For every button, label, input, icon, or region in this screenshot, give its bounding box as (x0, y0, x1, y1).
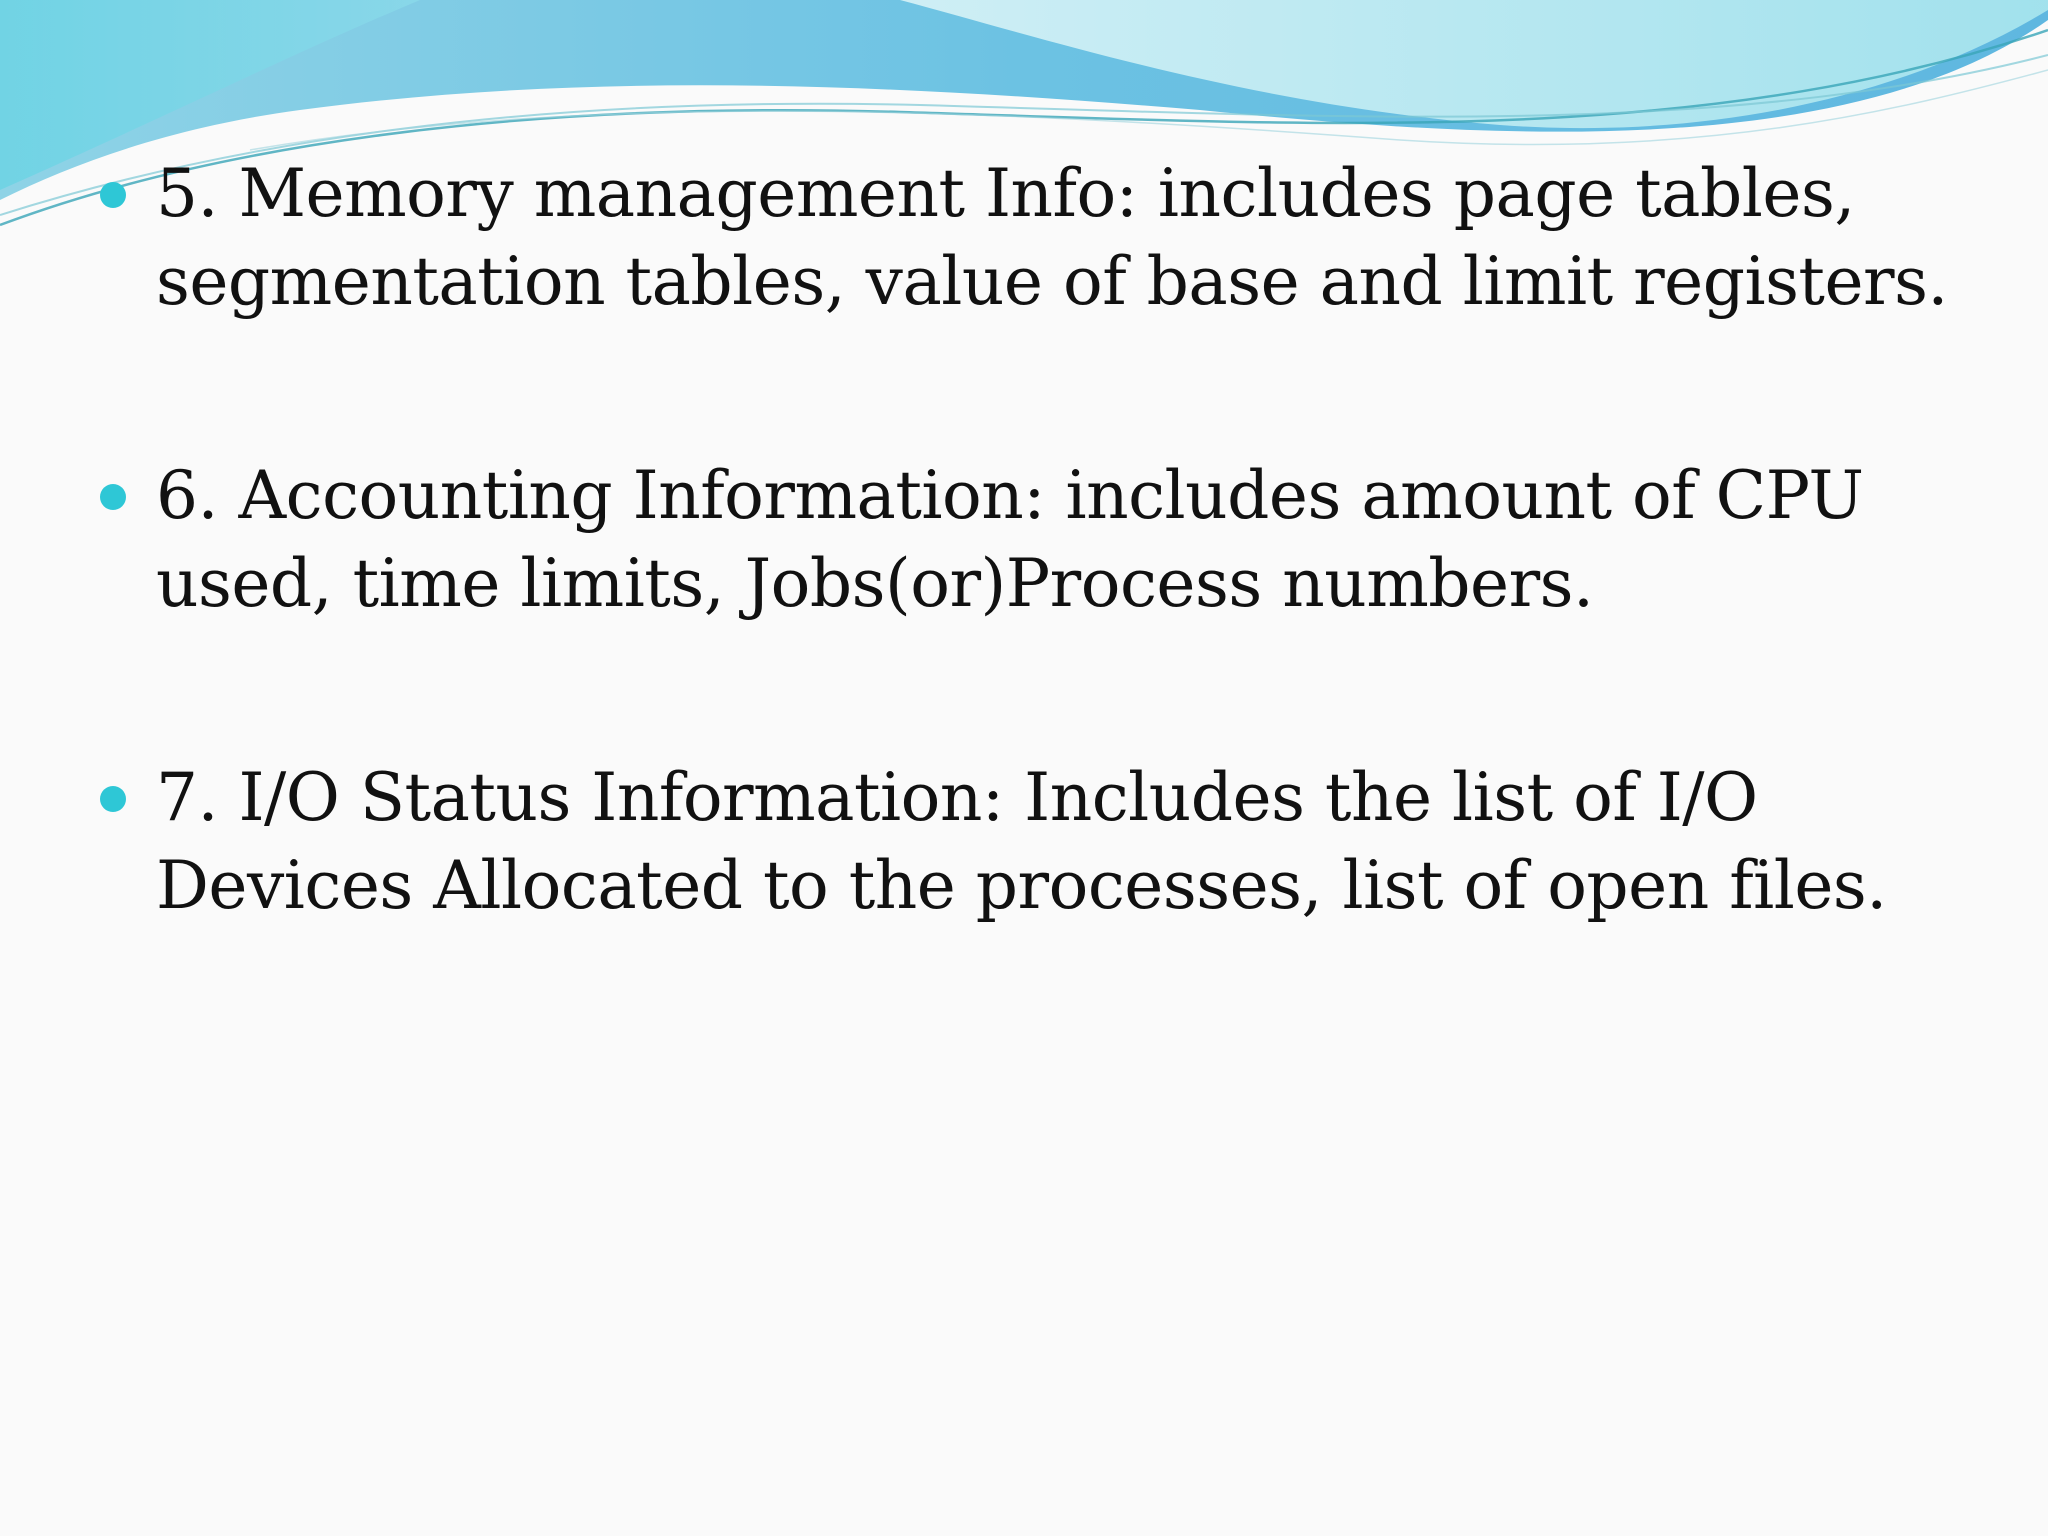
bullet-dot-icon (100, 182, 126, 208)
bullet-text: 6. Accounting Information: includes amount of CPU used, time limits, Jobs(or)Process numbers. (156, 457, 1864, 622)
bullet-item (96, 754, 1996, 930)
bullet-dot-icon (100, 484, 126, 510)
bullet-item (96, 452, 1996, 628)
bullet-text: 7. I/O Status Information: Includes the list of I/O Devices Allocated to the processes, list of open files. (156, 759, 1887, 924)
bullet-text: 5. Memory management Info: includes page tables, segmentation tables, value of base and limit registers. (156, 155, 1948, 320)
bullet-list (96, 150, 1996, 1056)
bullet-dot-icon (100, 786, 126, 812)
bullet-item (96, 150, 1996, 326)
